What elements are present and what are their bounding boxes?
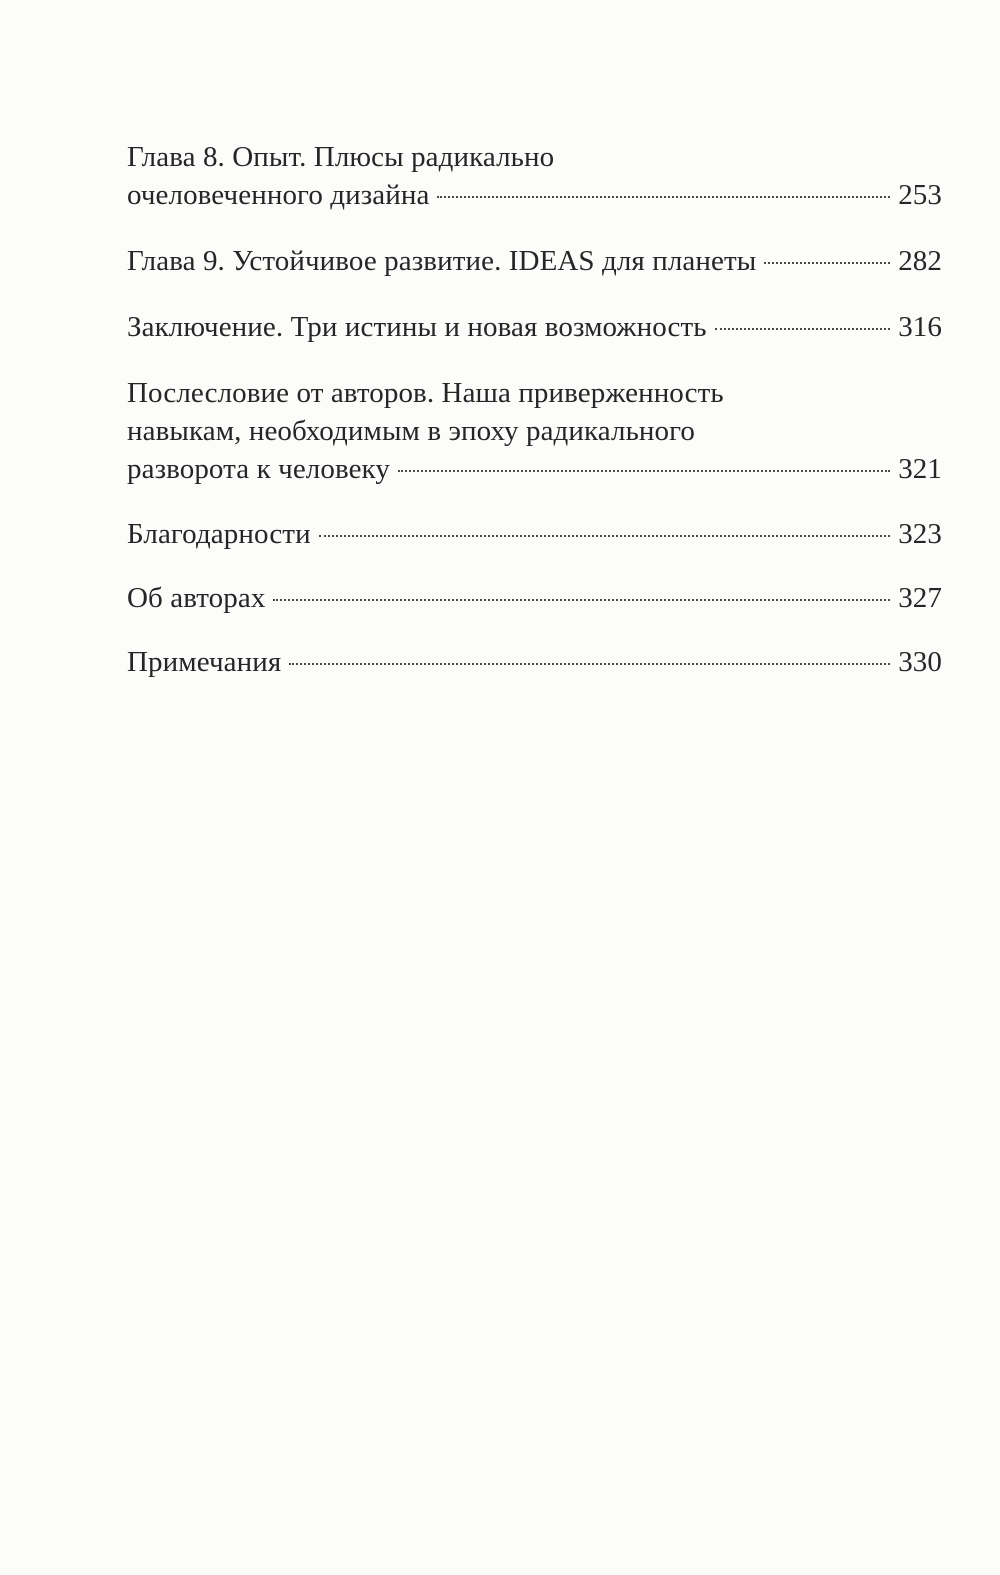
toc-entry-row	[127, 450, 942, 488]
toc-page-number: 321	[898, 453, 942, 485]
toc-entry-text: Заключение. Три истины и новая возможность	[127, 311, 707, 343]
dot-leader	[319, 535, 891, 537]
toc-entry-row	[127, 515, 942, 553]
dot-leader	[437, 196, 890, 198]
toc-entry-about-authors	[127, 579, 942, 617]
table-of-contents	[127, 138, 942, 681]
toc-page-number: 330	[898, 646, 942, 678]
toc-page-number: 316	[898, 311, 942, 343]
toc-entry-chapter-9	[127, 242, 942, 280]
toc-entry-text: навыкам, необходимым в эпоху радикального	[127, 415, 695, 447]
toc-entry-text: Глава 9. Устойчивое развитие. IDEAS для планеты	[127, 245, 757, 277]
toc-entry-text: Благодарности	[127, 518, 311, 550]
toc-entry-afterword	[127, 374, 942, 488]
toc-entry-text: Послесловие от авторов. Наша приверженность	[127, 377, 724, 409]
dot-leader	[398, 470, 890, 472]
toc-entry-text: очеловеченного дизайна	[127, 179, 430, 211]
dot-leader	[764, 262, 890, 264]
toc-entry-text: Примечания	[127, 646, 282, 678]
toc-page-number: 323	[898, 518, 942, 550]
toc-entry-acknowledgements	[127, 515, 942, 553]
toc-page-number: 282	[898, 245, 942, 277]
toc-page-number: 253	[898, 179, 942, 211]
toc-entry-row	[127, 242, 942, 280]
dot-leader	[289, 663, 890, 665]
toc-entry-chapter-8	[127, 138, 942, 214]
dot-leader	[273, 599, 890, 601]
toc-entry-row	[127, 308, 942, 346]
toc-entry-row	[127, 579, 942, 617]
dot-leader	[715, 328, 891, 330]
toc-entry-conclusion	[127, 308, 942, 346]
toc-entry-notes	[127, 643, 942, 681]
toc-entry-text: Глава 8. Опыт. Плюсы радикально	[127, 141, 555, 173]
toc-page-number: 327	[898, 582, 942, 614]
toc-entry-text: разворота к человеку	[127, 453, 390, 485]
toc-entry-row	[127, 643, 942, 681]
toc-entry-row	[127, 176, 942, 214]
toc-entry-text: Об авторах	[127, 582, 266, 614]
